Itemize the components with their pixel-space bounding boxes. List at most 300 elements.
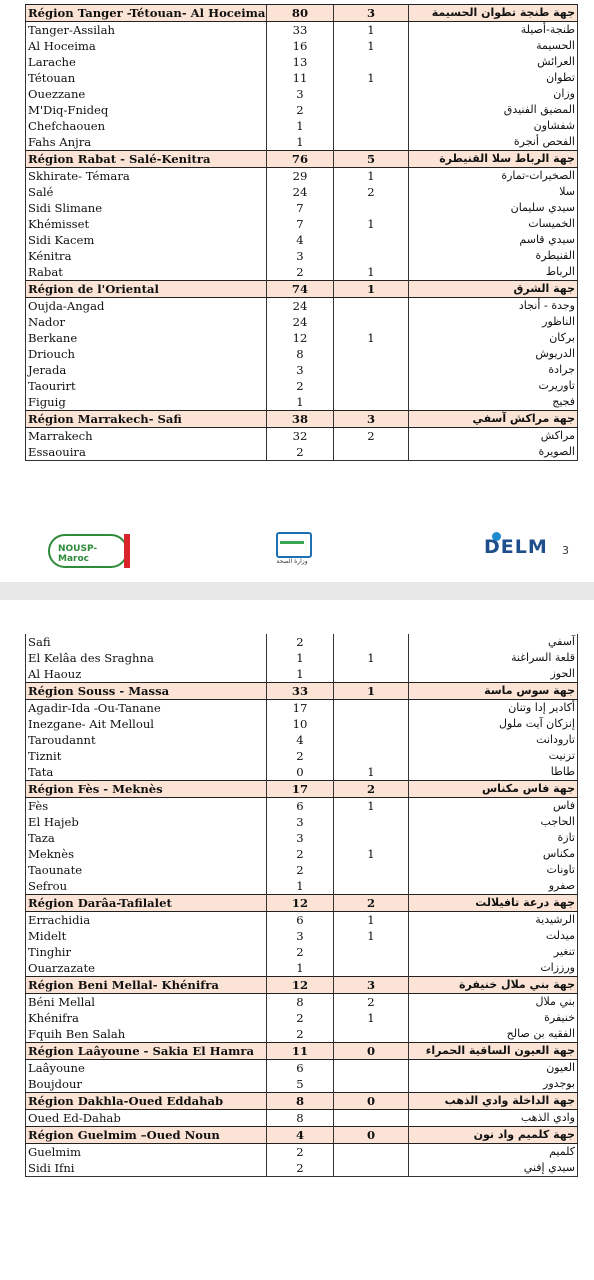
- count-2-cell: 1: [334, 216, 409, 232]
- name-arabic-cell: جهة الرباط سلا القنيطرة: [409, 151, 578, 168]
- count-cell: 17: [267, 700, 334, 717]
- name-arabic-cell: تزنيت: [409, 748, 578, 764]
- count-2-cell: [334, 232, 409, 248]
- count-cell: 3: [267, 830, 334, 846]
- count-cell: 2: [267, 634, 334, 650]
- name-arabic-cell: تنغير: [409, 944, 578, 960]
- name-french-cell: Ouarzazate: [26, 960, 267, 977]
- count-cell: 2: [267, 444, 334, 461]
- name-arabic-cell: بركان: [409, 330, 578, 346]
- name-french-cell: Sidi Ifni: [26, 1160, 267, 1177]
- page-footer: [0, 528, 594, 582]
- name-arabic-cell: جهة الشرق: [409, 281, 578, 298]
- table-row: [26, 298, 578, 315]
- count-2-cell: [334, 1060, 409, 1077]
- document-page-3: [0, 0, 594, 582]
- table-row: [26, 960, 578, 977]
- name-french-cell: Taroudannt: [26, 732, 267, 748]
- name-french-cell: Guelmim: [26, 1144, 267, 1161]
- count-cell: 33: [267, 22, 334, 39]
- name-arabic-cell: طنجة-أصيلة: [409, 22, 578, 39]
- count-2-cell: 1: [334, 168, 409, 185]
- count-cell: 1: [267, 118, 334, 134]
- name-french-cell: Rabat: [26, 264, 267, 281]
- name-arabic-cell: الحسيمة: [409, 38, 578, 54]
- name-french-cell: Région Beni Mellal- Khénifra: [26, 977, 267, 994]
- count-cell: 2: [267, 1010, 334, 1026]
- count-2-cell: [334, 700, 409, 717]
- table-row: [26, 798, 578, 815]
- count-cell: 12: [267, 330, 334, 346]
- count-2-cell: [334, 634, 409, 650]
- name-french-cell: Béni Mellal: [26, 994, 267, 1011]
- cases-by-province-table-part-2: [25, 634, 578, 1177]
- name-arabic-cell: طاطا: [409, 764, 578, 781]
- name-arabic-cell: جهة العيون الساقية الحمراء: [409, 1043, 578, 1060]
- count-2-cell: 1: [334, 1010, 409, 1026]
- ministry-emblem-stripe: [280, 541, 304, 544]
- name-french-cell: Laâyoune: [26, 1060, 267, 1077]
- name-arabic-cell: وادي الذهب: [409, 1110, 578, 1127]
- name-french-cell: Région Guelmim –Oued Noun: [26, 1127, 267, 1144]
- count-cell: 13: [267, 54, 334, 70]
- count-2-cell: 1: [334, 264, 409, 281]
- name-french-cell: Berkane: [26, 330, 267, 346]
- count-cell: 11: [267, 1043, 334, 1060]
- count-2-cell: 2: [334, 895, 409, 912]
- count-cell: 1: [267, 134, 334, 151]
- table-row: [26, 716, 578, 732]
- name-french-cell: Région de l'Oriental: [26, 281, 267, 298]
- table-row: [26, 38, 578, 54]
- count-cell: 4: [267, 732, 334, 748]
- count-2-cell: 1: [334, 764, 409, 781]
- count-cell: 4: [267, 1127, 334, 1144]
- region-row: [26, 5, 578, 22]
- count-2-cell: [334, 716, 409, 732]
- name-arabic-cell: الخميسات: [409, 216, 578, 232]
- name-arabic-cell: تازة: [409, 830, 578, 846]
- count-cell: 2: [267, 1144, 334, 1161]
- region-row: [26, 977, 578, 994]
- name-arabic-cell: مراكش: [409, 428, 578, 445]
- count-cell: 6: [267, 912, 334, 929]
- name-french-cell: Fquih Ben Salah: [26, 1026, 267, 1043]
- count-2-cell: [334, 394, 409, 411]
- region-row: [26, 411, 578, 428]
- name-french-cell: Oued Ed-Dahab: [26, 1110, 267, 1127]
- name-french-cell: Fès: [26, 798, 267, 815]
- count-cell: 74: [267, 281, 334, 298]
- table-row: [26, 1026, 578, 1043]
- count-2-cell: 1: [334, 928, 409, 944]
- count-cell: 8: [267, 994, 334, 1011]
- table-row: [26, 70, 578, 86]
- count-cell: 2: [267, 862, 334, 878]
- table-row: [26, 22, 578, 39]
- count-cell: 8: [267, 1110, 334, 1127]
- name-french-cell: Taourirt: [26, 378, 267, 394]
- count-2-cell: [334, 666, 409, 683]
- name-french-cell: Kénitra: [26, 248, 267, 264]
- delm-logo: [484, 536, 548, 570]
- count-cell: 32: [267, 428, 334, 445]
- name-french-cell: Région Rabat - Salé-Kenitra: [26, 151, 267, 168]
- name-arabic-cell: جهة كلميم واد نون: [409, 1127, 578, 1144]
- name-arabic-cell: الدريوش: [409, 346, 578, 362]
- count-2-cell: [334, 1076, 409, 1093]
- name-french-cell: Driouch: [26, 346, 267, 362]
- region-row: [26, 1043, 578, 1060]
- count-cell: 1: [267, 394, 334, 411]
- name-arabic-cell: وزان: [409, 86, 578, 102]
- name-arabic-cell: فجيج: [409, 394, 578, 411]
- name-french-cell: M'Diq-Fnideq: [26, 102, 267, 118]
- table-row: [26, 994, 578, 1011]
- count-2-cell: 0: [334, 1043, 409, 1060]
- count-2-cell: [334, 830, 409, 846]
- count-cell: 0: [267, 764, 334, 781]
- count-cell: 2: [267, 1026, 334, 1043]
- name-french-cell: Oujda-Angad: [26, 298, 267, 315]
- count-2-cell: [334, 54, 409, 70]
- name-arabic-cell: العيون: [409, 1060, 578, 1077]
- name-french-cell: Sefrou: [26, 878, 267, 895]
- table-row: [26, 928, 578, 944]
- count-2-cell: [334, 346, 409, 362]
- name-french-cell: El Hajeb: [26, 814, 267, 830]
- name-arabic-cell: العرائش: [409, 54, 578, 70]
- ministry-caption: وزارة الصحة: [276, 558, 308, 565]
- count-cell: 2: [267, 1160, 334, 1177]
- table-row: [26, 394, 578, 411]
- name-french-cell: Tiznit: [26, 748, 267, 764]
- name-french-cell: Tétouan: [26, 70, 267, 86]
- delm-logo-text: DELM: [484, 536, 548, 558]
- name-arabic-cell: الرباط: [409, 264, 578, 281]
- name-arabic-cell: جهة فاس مكناس: [409, 781, 578, 798]
- name-arabic-cell: شفشاون: [409, 118, 578, 134]
- count-cell: 1: [267, 960, 334, 977]
- count-2-cell: 1: [334, 683, 409, 700]
- table-row: [26, 216, 578, 232]
- count-2-cell: [334, 960, 409, 977]
- count-cell: 3: [267, 86, 334, 102]
- table-row: [26, 54, 578, 70]
- region-row: [26, 683, 578, 700]
- table-row: [26, 1160, 578, 1177]
- name-french-cell: Jerada: [26, 362, 267, 378]
- table-row: [26, 666, 578, 683]
- count-cell: 76: [267, 151, 334, 168]
- document-page-4: [0, 600, 594, 1280]
- nousp-maroc-logo: [48, 534, 128, 568]
- count-2-cell: [334, 86, 409, 102]
- name-french-cell: Errachidia: [26, 912, 267, 929]
- name-arabic-cell: الناظور: [409, 314, 578, 330]
- name-arabic-cell: جهة سوس ماسة: [409, 683, 578, 700]
- name-french-cell: Skhirate- Témara: [26, 168, 267, 185]
- table-row: [26, 1110, 578, 1127]
- table-row: [26, 184, 578, 200]
- count-cell: 12: [267, 895, 334, 912]
- count-2-cell: 1: [334, 38, 409, 54]
- region-row: [26, 151, 578, 168]
- count-cell: 16: [267, 38, 334, 54]
- name-arabic-cell: تطوان: [409, 70, 578, 86]
- name-arabic-cell: المضيق الفنيدق: [409, 102, 578, 118]
- name-arabic-cell: إنزكان آيت ملول: [409, 716, 578, 732]
- count-cell: 1: [267, 650, 334, 666]
- name-french-cell: Taza: [26, 830, 267, 846]
- count-cell: 3: [267, 928, 334, 944]
- name-french-cell: Inezgane- Ait Melloul: [26, 716, 267, 732]
- name-french-cell: Sidi Slimane: [26, 200, 267, 216]
- count-cell: 8: [267, 346, 334, 362]
- name-arabic-cell: ورززات: [409, 960, 578, 977]
- count-2-cell: 2: [334, 781, 409, 798]
- name-arabic-cell: جرادة: [409, 362, 578, 378]
- count-cell: 7: [267, 216, 334, 232]
- count-cell: 8: [267, 1093, 334, 1110]
- name-arabic-cell: أكادير إدا وتنان: [409, 700, 578, 717]
- count-cell: 2: [267, 846, 334, 862]
- name-arabic-cell: جهة طنجة تطوان الحسيمة: [409, 5, 578, 22]
- name-french-cell: Région Tanger -Tétouan- Al Hoceima: [26, 5, 267, 22]
- count-2-cell: 2: [334, 428, 409, 445]
- table-row: [26, 428, 578, 445]
- table-row: [26, 764, 578, 781]
- count-2-cell: [334, 1026, 409, 1043]
- table-body: [26, 5, 578, 461]
- name-arabic-cell: الفحص أنجرة: [409, 134, 578, 151]
- count-cell: 3: [267, 814, 334, 830]
- count-2-cell: 2: [334, 994, 409, 1011]
- count-cell: 2: [267, 102, 334, 118]
- count-2-cell: 1: [334, 912, 409, 929]
- count-2-cell: 3: [334, 411, 409, 428]
- name-arabic-cell: سيدي إفني: [409, 1160, 578, 1177]
- table-row: [26, 732, 578, 748]
- name-arabic-cell: الفقيه بن صالح: [409, 1026, 578, 1043]
- name-arabic-cell: الصخيرات-تمارة: [409, 168, 578, 185]
- count-2-cell: [334, 1110, 409, 1127]
- name-french-cell: Meknès: [26, 846, 267, 862]
- ministry-emblem-icon: [276, 532, 312, 558]
- count-2-cell: 1: [334, 798, 409, 815]
- region-row: [26, 895, 578, 912]
- table-row: [26, 830, 578, 846]
- name-french-cell: Figuig: [26, 394, 267, 411]
- name-french-cell: Tinghir: [26, 944, 267, 960]
- ministry-of-health-logo: [268, 532, 316, 572]
- name-arabic-cell: فاس: [409, 798, 578, 815]
- count-2-cell: [334, 248, 409, 264]
- count-cell: 29: [267, 168, 334, 185]
- table-row: [26, 1010, 578, 1026]
- name-arabic-cell: صفرو: [409, 878, 578, 895]
- flag-stripe-icon: [124, 534, 130, 568]
- count-cell: 24: [267, 184, 334, 200]
- table-row: [26, 362, 578, 378]
- table-row: [26, 200, 578, 216]
- count-cell: 24: [267, 298, 334, 315]
- count-cell: 3: [267, 362, 334, 378]
- count-2-cell: 1: [334, 846, 409, 862]
- count-2-cell: [334, 1160, 409, 1177]
- name-arabic-cell: سيدي سليمان: [409, 200, 578, 216]
- name-french-cell: Chefchaouen: [26, 118, 267, 134]
- name-arabic-cell: الحاجب: [409, 814, 578, 830]
- name-french-cell: Larache: [26, 54, 267, 70]
- count-cell: 3: [267, 248, 334, 264]
- count-cell: 80: [267, 5, 334, 22]
- table-row: [26, 248, 578, 264]
- table-row: [26, 102, 578, 118]
- name-french-cell: Khénifra: [26, 1010, 267, 1026]
- name-arabic-cell: خنيفرة: [409, 1010, 578, 1026]
- count-2-cell: [334, 118, 409, 134]
- name-french-cell: Fahs Anjra: [26, 134, 267, 151]
- name-arabic-cell: سلا: [409, 184, 578, 200]
- count-cell: 2: [267, 378, 334, 394]
- page-separator: [0, 582, 594, 600]
- name-arabic-cell: تاوريرت: [409, 378, 578, 394]
- name-arabic-cell: تارودانت: [409, 732, 578, 748]
- name-arabic-cell: ميدلت: [409, 928, 578, 944]
- count-2-cell: 3: [334, 5, 409, 22]
- count-2-cell: [334, 814, 409, 830]
- count-cell: 11: [267, 70, 334, 86]
- count-cell: 5: [267, 1076, 334, 1093]
- count-2-cell: 3: [334, 977, 409, 994]
- table-row: [26, 1144, 578, 1161]
- name-arabic-cell: الرشيدية: [409, 912, 578, 929]
- count-2-cell: [334, 200, 409, 216]
- name-french-cell: Région Fès - Meknès: [26, 781, 267, 798]
- table-row: [26, 330, 578, 346]
- table-row: [26, 86, 578, 102]
- name-french-cell: Région Souss - Massa: [26, 683, 267, 700]
- count-cell: 6: [267, 798, 334, 815]
- name-arabic-cell: آسفي: [409, 634, 578, 650]
- count-2-cell: [334, 362, 409, 378]
- table-row: [26, 378, 578, 394]
- name-french-cell: Marrakech: [26, 428, 267, 445]
- name-french-cell: Région Laâyoune - Sakia El Hamra: [26, 1043, 267, 1060]
- table-row: [26, 846, 578, 862]
- count-2-cell: 2: [334, 184, 409, 200]
- name-arabic-cell: جهة بني ملال خنيفرة: [409, 977, 578, 994]
- table-row: [26, 912, 578, 929]
- count-2-cell: [334, 134, 409, 151]
- name-arabic-cell: جهة درعة تافيلالت: [409, 895, 578, 912]
- name-french-cell: Région Dakhla-Oued Eddahab: [26, 1093, 267, 1110]
- name-french-cell: Taounate: [26, 862, 267, 878]
- count-2-cell: [334, 444, 409, 461]
- region-row: [26, 1127, 578, 1144]
- table-row: [26, 168, 578, 185]
- table-row: [26, 878, 578, 895]
- count-cell: 2: [267, 748, 334, 764]
- table-body: [26, 634, 578, 1177]
- name-arabic-cell: القنيطرة: [409, 248, 578, 264]
- table-row: [26, 814, 578, 830]
- count-2-cell: [334, 378, 409, 394]
- name-french-cell: Safi: [26, 634, 267, 650]
- count-2-cell: [334, 944, 409, 960]
- name-french-cell: Ouezzane: [26, 86, 267, 102]
- count-2-cell: [334, 862, 409, 878]
- count-cell: 1: [267, 878, 334, 895]
- nousp-logo-text: NOUSP-Maroc: [58, 544, 98, 564]
- name-french-cell: Région Darâa-Tafilalet: [26, 895, 267, 912]
- name-french-cell: Boujdour: [26, 1076, 267, 1093]
- page-number: 3: [562, 544, 569, 557]
- name-arabic-cell: مكناس: [409, 846, 578, 862]
- name-arabic-cell: وجدة - أنجاد: [409, 298, 578, 315]
- count-2-cell: [334, 298, 409, 315]
- name-french-cell: Essaouira: [26, 444, 267, 461]
- table-row: [26, 314, 578, 330]
- name-arabic-cell: الصويرة: [409, 444, 578, 461]
- region-row: [26, 781, 578, 798]
- table-row: [26, 700, 578, 717]
- name-french-cell: Agadir-Ida -Ou-Tanane: [26, 700, 267, 717]
- region-row: [26, 281, 578, 298]
- name-french-cell: Midelt: [26, 928, 267, 944]
- table-row: [26, 232, 578, 248]
- count-2-cell: 1: [334, 22, 409, 39]
- name-french-cell: Tata: [26, 764, 267, 781]
- cases-by-province-table-part-1: [25, 4, 578, 461]
- count-cell: 24: [267, 314, 334, 330]
- table-row: [26, 650, 578, 666]
- table-row: [26, 118, 578, 134]
- count-2-cell: [334, 878, 409, 895]
- table-row: [26, 748, 578, 764]
- name-arabic-cell: جهة الداخلة وادي الذهب: [409, 1093, 578, 1110]
- table-row: [26, 1076, 578, 1093]
- region-row: [26, 1093, 578, 1110]
- count-2-cell: 1: [334, 650, 409, 666]
- count-2-cell: 1: [334, 281, 409, 298]
- count-cell: 10: [267, 716, 334, 732]
- table-row: [26, 444, 578, 461]
- count-cell: 6: [267, 1060, 334, 1077]
- name-french-cell: Al Haouz: [26, 666, 267, 683]
- name-arabic-cell: تاونات: [409, 862, 578, 878]
- count-cell: 12: [267, 977, 334, 994]
- count-cell: 33: [267, 683, 334, 700]
- name-french-cell: Région Marrakech- Safi: [26, 411, 267, 428]
- count-2-cell: [334, 1144, 409, 1161]
- count-2-cell: [334, 314, 409, 330]
- count-2-cell: 1: [334, 330, 409, 346]
- table-row: [26, 346, 578, 362]
- name-french-cell: Khémisset: [26, 216, 267, 232]
- name-french-cell: Al Hoceima: [26, 38, 267, 54]
- table-row: [26, 944, 578, 960]
- table-row: [26, 634, 578, 650]
- table-row: [26, 1060, 578, 1077]
- count-2-cell: [334, 748, 409, 764]
- count-2-cell: 5: [334, 151, 409, 168]
- name-french-cell: Nador: [26, 314, 267, 330]
- count-cell: 2: [267, 264, 334, 281]
- count-2-cell: 0: [334, 1093, 409, 1110]
- count-cell: 2: [267, 944, 334, 960]
